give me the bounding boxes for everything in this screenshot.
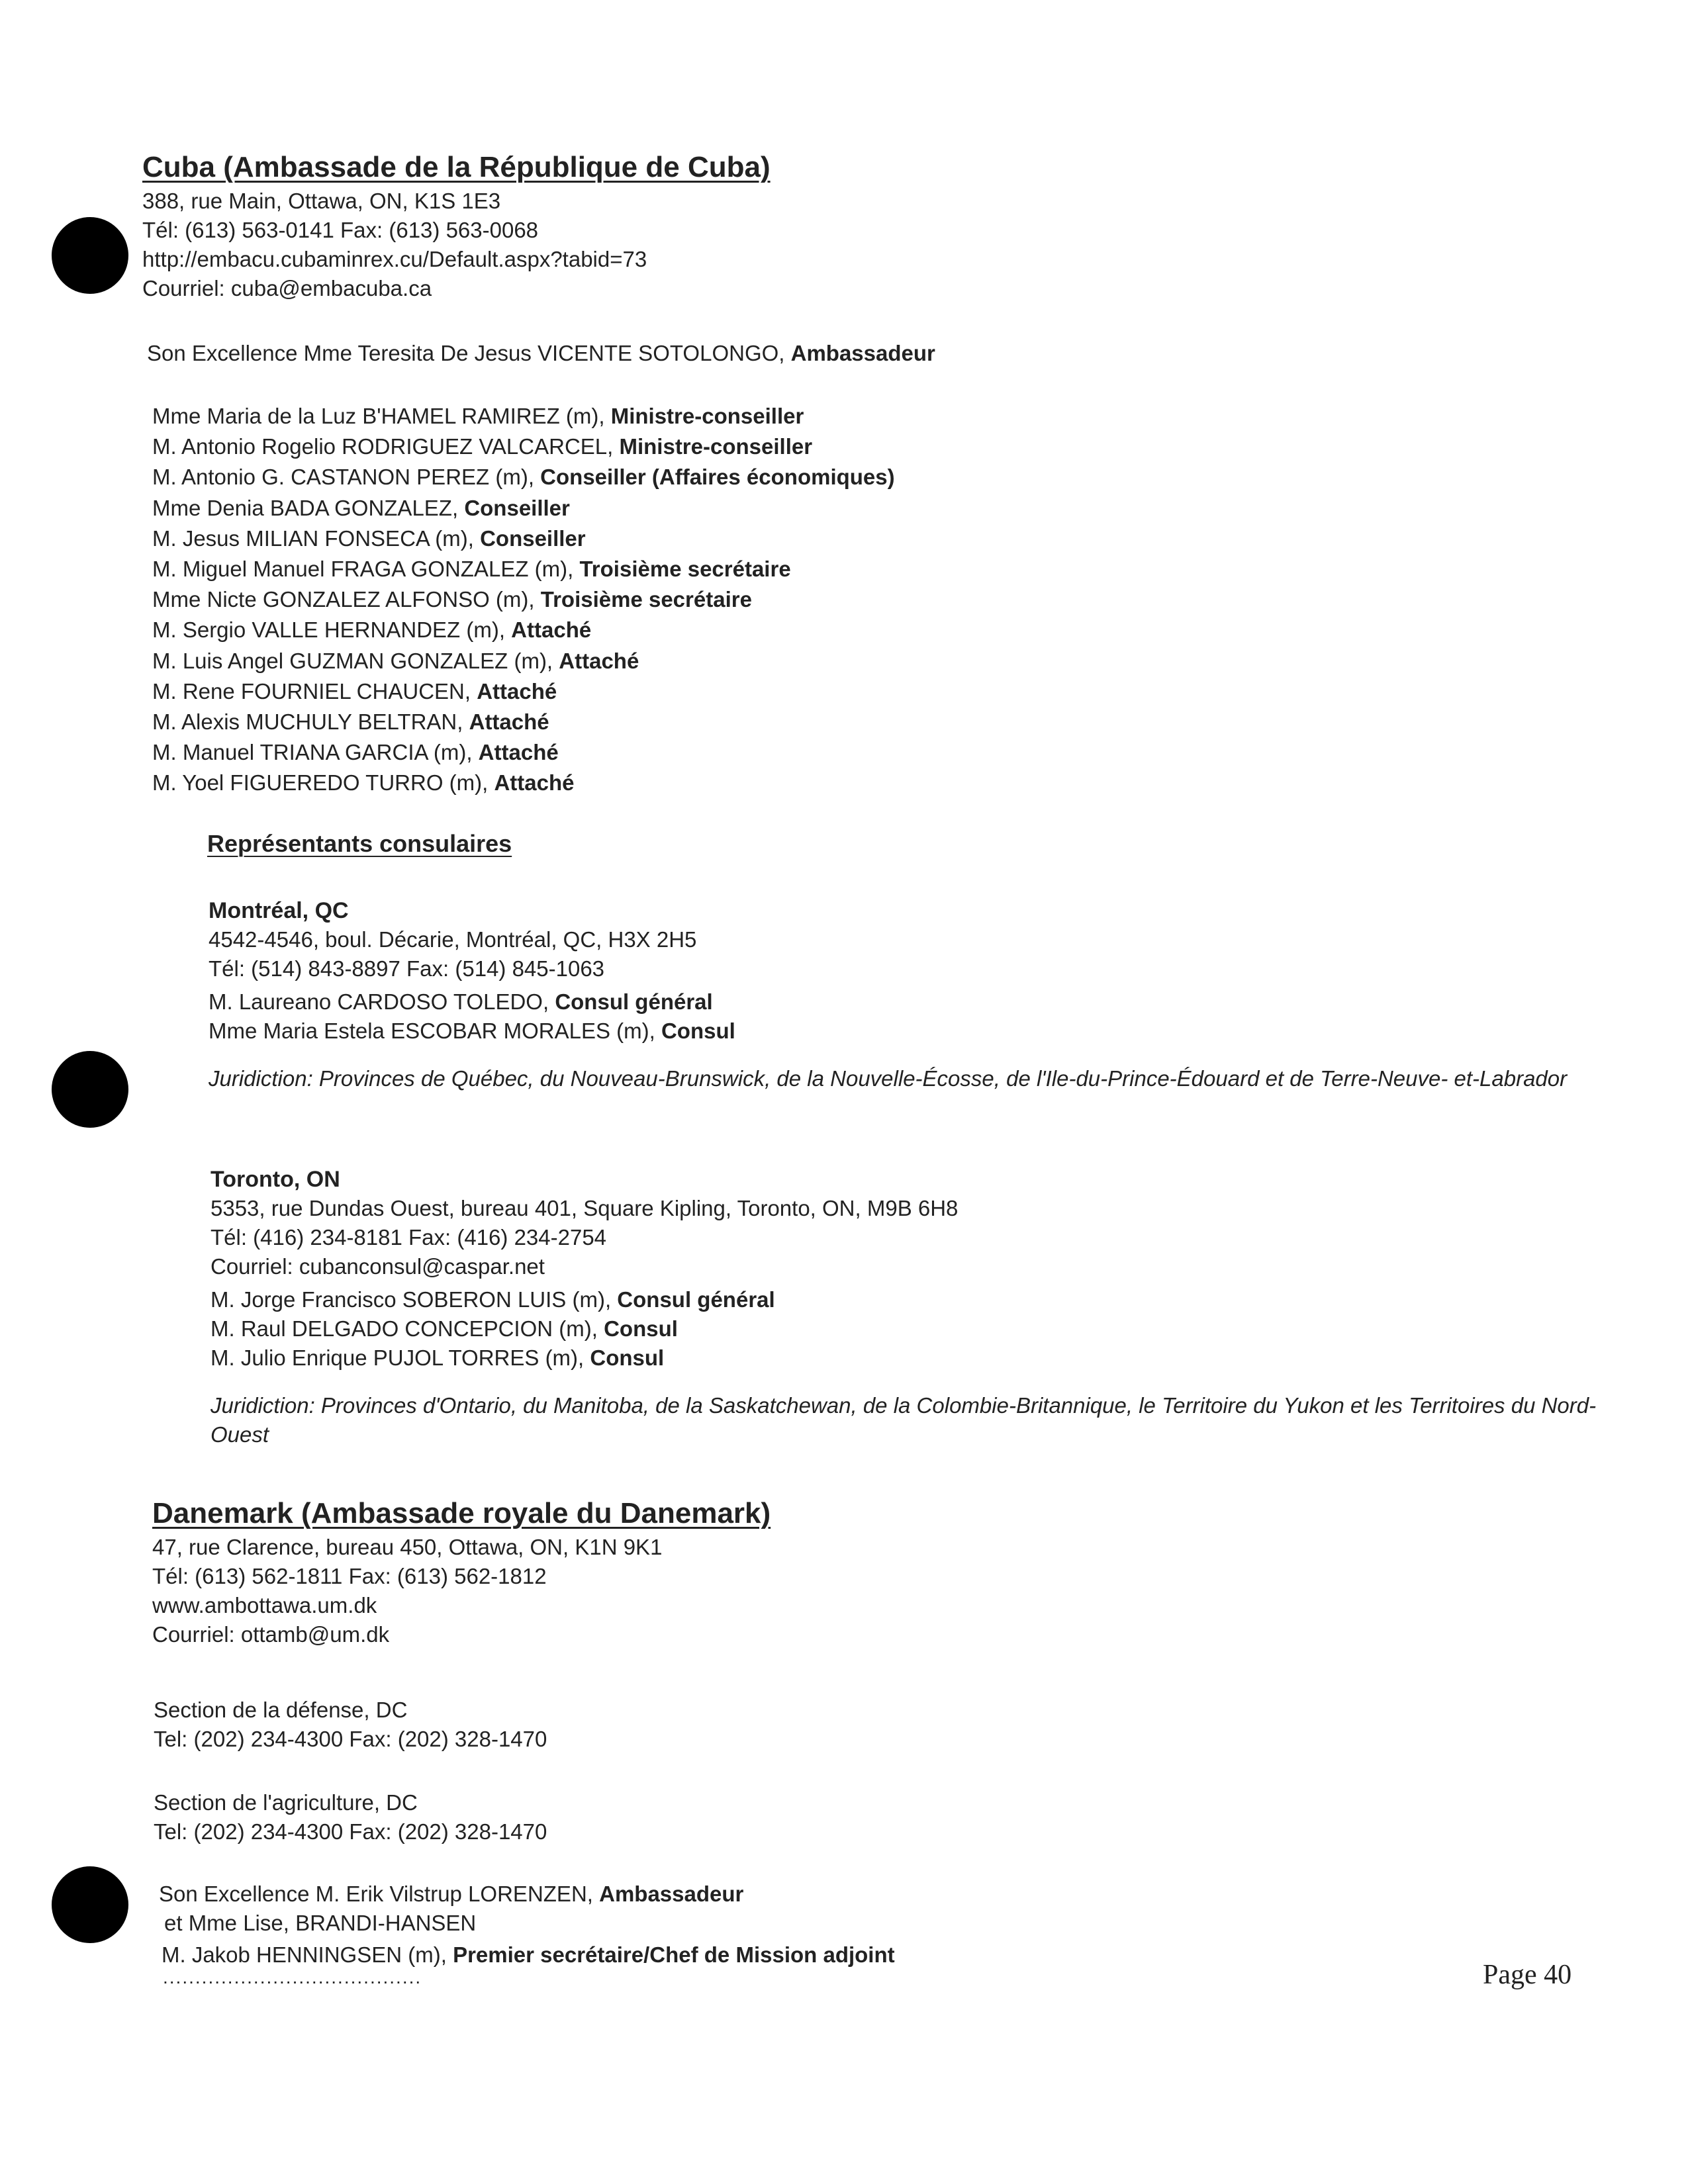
staff-name: Mme Denia BADA GONZALEZ, [152,495,465,520]
staff-row [152,646,895,676]
danemark-address: 47, rue Clarence, bureau 450, Ottawa, ON, K1N 9K1 [152,1535,663,1559]
cuba-ambassador [147,339,935,368]
staff-row [152,523,895,554]
staff-title: Conseiller [480,525,586,551]
cuba-ambassador-title: Ambassadeur [790,341,935,365]
staff-title: Conseiller (Affaires économiques) [540,465,895,490]
staff-row [152,462,895,492]
officer-row [211,1314,1614,1343]
montreal-consulate [209,896,1612,1093]
staff-title: Conseiller [464,495,570,520]
staff-row [152,768,895,798]
officer-title: Consul [604,1316,678,1341]
agriculture-name: Section de l'agriculture, DC [154,1790,418,1815]
staff-row [152,707,895,737]
officer-title: Consul général [555,989,713,1014]
danemark-ambassador-name: Son Excellence M. Erik Vilstrup LORENZEN, [159,1882,600,1906]
danemark-defense-section [154,1696,547,1754]
officer-name: M. Jorge Francisco SOBERON LUIS (m), [211,1287,618,1312]
agriculture-phone: Tel: (202) 234-4300 Fax: (202) 328-1470 [154,1819,547,1844]
staff-title: Attaché [494,770,575,796]
officer-row [209,1017,1612,1046]
danemark-contact [152,1533,771,1649]
staff-name: M. Sergio VALLE HERNANDEZ (m), [152,617,512,643]
staff-title: Troisième secrétaire [540,587,752,612]
danemark-staff [159,1880,895,1988]
punch-hole-middle [52,1051,128,1128]
cuba-contact [142,187,771,303]
danemark-ambassador-title: Ambassadeur [599,1882,744,1906]
montreal-officers [209,987,1612,1046]
consular-heading: Représentants consulaires [207,830,512,857]
toronto-email: Courriel: cubanconsul@caspar.net [211,1254,545,1279]
staff-title: Ministre-conseiller [610,404,804,428]
cuba-ambassador-name: Son Excellence Mme Teresita De Jesus VICENTE SOTOLONGO, [147,341,791,365]
officer-name: M. Raul DELGADO CONCEPCION (m), [211,1316,604,1341]
staff-name: M. Jesus MILIAN FONSECA (m), [152,525,481,551]
danemark-phone: Tél: (613) 562-1811 Fax: (613) 562-1812 [152,1564,547,1588]
danemark-deputy [159,1940,895,1970]
punch-hole-bottom [52,1866,128,1943]
toronto-city: Toronto, ON [211,1167,340,1192]
toronto-address: 5353, rue Dundas Ouest, bureau 401, Square Kipling, Toronto, ON, M9B 6H8 [211,1196,959,1220]
danemark-email: Courriel: ottamb@um.dk [152,1622,390,1647]
cuba-phone: Tél: (613) 563-0141 Fax: (613) 563-0068 [142,218,539,242]
cuba-title: Cuba (Ambassade de la République de Cuba) [142,151,771,183]
toronto-phone: Tél: (416) 234-8181 Fax: (416) 234-2754 [211,1225,607,1250]
staff-title: Attaché [478,740,559,765]
montreal-address: 4542-4546, boul. Décarie, Montréal, QC, H3X 2H5 [209,927,697,952]
staff-title: Attaché [477,678,557,704]
montreal-city: Montréal, QC [209,898,349,923]
staff-row [152,493,895,523]
staff-title: Attaché [559,648,639,673]
danemark-agriculture-section [154,1788,547,1846]
staff-name: M. Yoel FIGUEREDO TURRO (m), [152,770,494,796]
staff-name: M. Luis Angel GUZMAN GONZALEZ (m), [152,648,559,673]
staff-name: M. Rene FOURNIEL CHAUCEN, [152,678,477,704]
officer-row [209,987,1612,1017]
toronto-officers [211,1285,1614,1373]
montreal-jurisdiction: Juridiction: Provinces de Québec, du Nouveau-Brunswick, de la Nouvelle-Écosse, de l'Ile-du-Prince-Édouard et de Terre-Neuve- et-Labrador [209,1066,1568,1091]
danemark-title: Danemark (Ambassade royale du Danemark) [152,1497,771,1529]
staff-name: M. Antonio G. CASTANON PEREZ (m), [152,465,541,490]
staff-title: Attaché [511,617,592,643]
staff-row [152,737,895,768]
staff-row [152,615,895,645]
cuba-address: 388, rue Main, Ottawa, ON, K1S 1E3 [142,189,501,213]
staff-row [152,676,895,707]
staff-row [152,432,895,462]
officer-title: Consul général [617,1287,775,1312]
staff-title: Troisième secrétaire [579,557,791,582]
staff-name: M. Manuel TRIANA GARCIA (m), [152,740,479,765]
staff-row [152,401,895,432]
toronto-consulate [211,1165,1614,1449]
staff-row [152,554,895,584]
officer-title: Consul [661,1019,735,1043]
page-number: Page 40 [1483,1960,1572,1990]
officer-row [211,1285,1614,1314]
montreal-phone: Tél: (514) 843-8897 Fax: (514) 845-1063 [209,956,605,981]
officer-name: Mme Maria Estela ESCOBAR MORALES (m), [209,1019,661,1043]
continuation-dots: ........................................ [163,1967,422,1987]
staff-title: Attaché [469,709,549,735]
danemark-ambassador [159,1880,895,1909]
officer-name: M. Laureano CARDOSO TOLEDO, [209,989,555,1014]
staff-name: M. Alexis MUCHULY BELTRAN, [152,709,469,735]
staff-name: Mme Nicte GONZALEZ ALFONSO (m), [152,587,541,612]
toronto-jurisdiction: Juridiction: Provinces d'Ontario, du Manitoba, de la Saskatchewan, de la Colombie-Britannique, le Territoire du Yukon et les Territoires du Nord-Ouest [211,1393,1597,1447]
danemark-section [152,1497,771,1649]
cuba-email: Courriel: cuba@embacuba.ca [142,276,432,300]
staff-name: Mme Maria de la Luz B'HAMEL RAMIREZ (m), [152,404,611,428]
cuba-section [142,151,771,303]
defense-name: Section de la défense, DC [154,1698,408,1722]
officer-title: Consul [590,1345,665,1370]
staff-name: M. Miguel Manuel FRAGA GONZALEZ (m), [152,557,580,582]
punch-hole-top [52,217,128,294]
officer-row [211,1343,1614,1373]
staff-title: Ministre-conseiller [619,434,813,459]
cuba-website: http://embacu.cubaminrex.cu/Default.aspx?tabid=73 [142,247,647,271]
defense-phone: Tel: (202) 234-4300 Fax: (202) 328-1470 [154,1727,547,1751]
officer-name: M. Julio Enrique PUJOL TORRES (m), [211,1345,590,1370]
danemark-deputy-name: M. Jakob HENNINGSEN (m), [162,1942,453,1967]
danemark-website: www.ambottawa.um.dk [152,1593,377,1617]
staff-row [152,584,895,615]
danemark-ambassador-spouse: et Mme Lise, BRANDI-HANSEN [164,1911,477,1935]
cuba-staff-list [152,401,895,799]
danemark-deputy-title: Premier secrétaire/Chef de Mission adjoint [453,1942,895,1967]
staff-name: M. Antonio Rogelio RODRIGUEZ VALCARCEL, [152,434,620,459]
